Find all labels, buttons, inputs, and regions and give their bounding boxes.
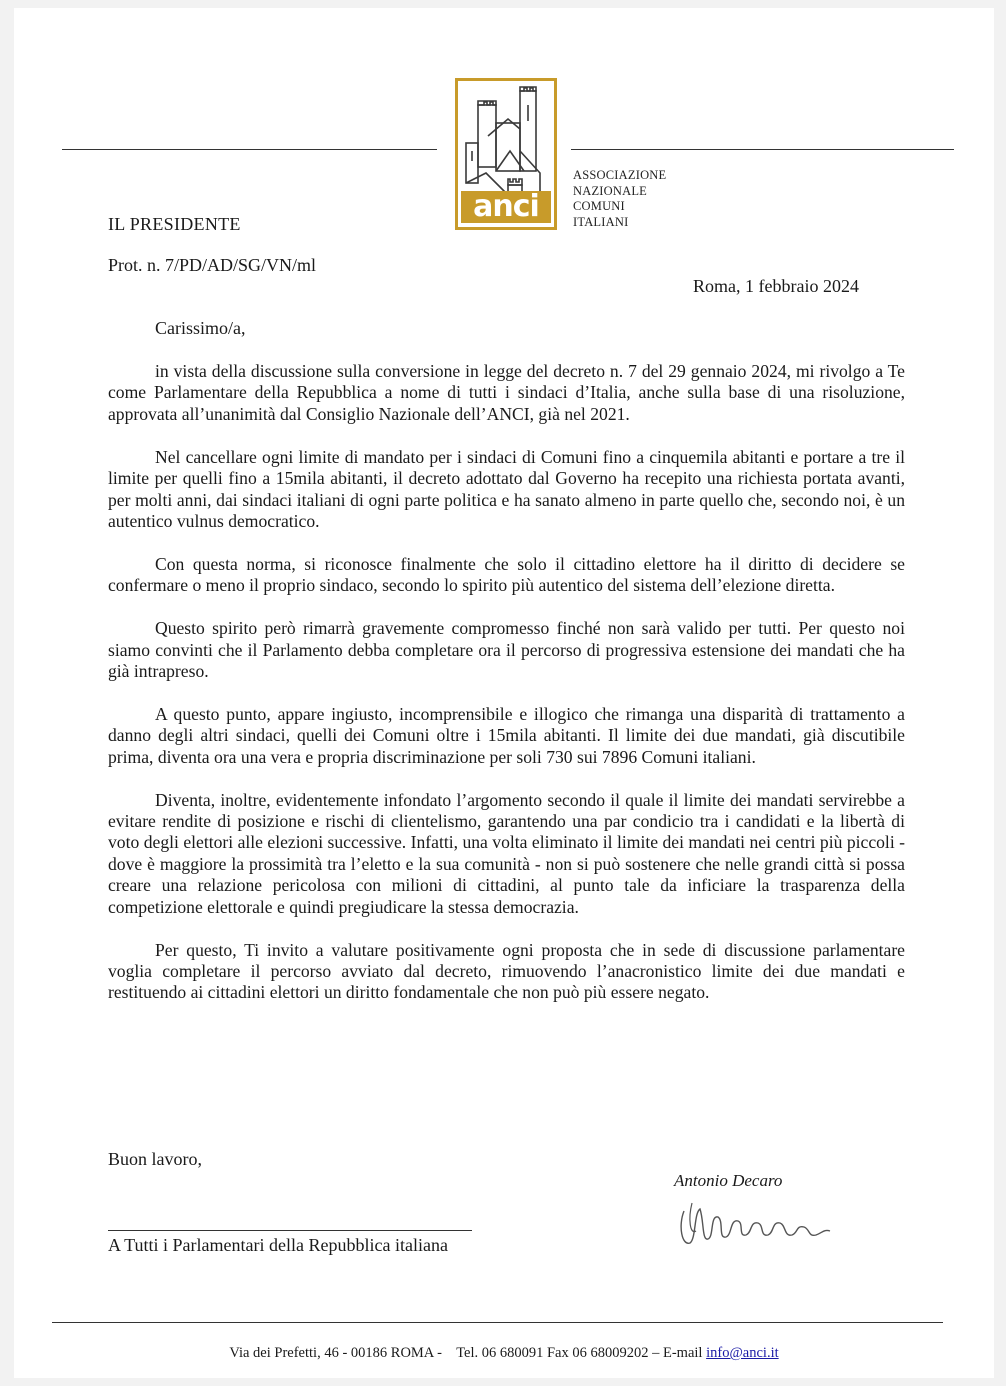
association-line: COMUNI — [573, 199, 625, 213]
body-paragraph: in vista della discussione sulla conversione in legge del decreto n. 7 del 29 gennaio 2024, mi rivolgo a Te come Parlamentare della Repubblica a nome di tutti i sindaci d’Italia, anche sulla base di una risoluzione, approvata all’unanimità dal Consiglio Nazionale dell’ANCI, già nel 2021. — [108, 361, 905, 424]
footer — [14, 1345, 994, 1362]
closing: Buon lavoro, — [108, 1149, 202, 1169]
recipient: A Tutti i Parlamentari della Repubblica italiana — [108, 1235, 448, 1255]
body-paragraph: Questo spirito però rimarrà gravemente compromesso finché non sarà valido per tutti. Per questo noi siamo convinti che il Parlamento debba completare ora il percorso di progressiva estensione dei mandati che ha già intrapreso. — [108, 618, 905, 681]
association-line: NAZIONALE — [573, 183, 648, 198]
recipient-rule — [108, 1230, 472, 1231]
body-paragraph: Con questa norma, si riconosce finalmente che solo il cittadino elettore ha il diritto di decidere se confermare o meno il proprio sindaco, secondo lo spirito più autentico del sistema dell’elezione diretta. — [108, 553, 905, 596]
signature-mark — [674, 1191, 834, 1251]
footer-rule — [52, 1322, 943, 1323]
footer-phone: Tel. 06 680091 Fax 06 68009202 – E-mail — [456, 1345, 703, 1361]
salutation: Carissimo/a, — [155, 318, 246, 338]
body-paragraph: Diventa, inoltre, evidentemente infondato l’argomento secondo il quale il limite dei mandati servirebbe a evitare rendite di posizione e rischi di clientelismo, garantendo una par condicio tra i candidati e la libertà di voto degli elettori alle elezioni successive. Infatti, una volta eliminato il limite dei mandati nei centri più piccoli - dove è maggiore la prossimità tra l’eletto e la sua comunità - non si può sostenere che nelle grandi città si possa creare una relazione pericolosa con milioni di cittadini, al punto tale da inficiare la trasparenza della competizione elettorale e quindi pregiudicare la stessa democrazia. — [108, 789, 905, 917]
office-title: IL PRESIDENTE — [108, 214, 241, 234]
protocol-number: Prot. n. 7/PD/AD/SG/VN/ml — [108, 255, 317, 275]
header-rule-right — [571, 149, 954, 150]
body-paragraph: A questo punto, appare ingiusto, incomprensibile e illogico che rimanga una disparità di trattamento a danno degli altri sindaci, quelli dei Comuni oltre i 15mila abitanti. Il limite dei due mandati, già discutibile prima, diventa ora una vera e propria discriminazione per soli 730 sui 7896 Comuni italiani. — [108, 703, 905, 767]
association-name — [573, 168, 666, 230]
place-date: Roma, 1 febbraio 2024 — [693, 276, 859, 296]
body-paragraph: Nel cancellare ogni limite di mandato per i sindaci di Comuni fino a cinquemila abitanti e portare a tre il limite per quelli fino a 15mila abitanti, il decreto adottato dal Governo ha recepito una richiesta portata avanti, per molti anni, dai sindaci italiani di ogni parte politica e ha sanato almeno in parte quello che, secondo noi, è un autentico vulnus democratico. — [108, 446, 905, 531]
signer-name: Antonio Decaro — [674, 1171, 783, 1190]
logo-wordmark: anci — [461, 191, 551, 223]
body-paragraph: Per questo, Ti invito a valutare positivamente ogni proposta che in sede di discussione parlamentare voglia completare il percorso avviato dal decreto, rimuovendo l’anacronistico limite dei due mandati e restituendo ai cittadini elettori un diritto fondamentale che non può più essere negato. — [108, 939, 905, 1003]
letter-page — [14, 8, 994, 1378]
anci-logo — [455, 78, 557, 230]
association-line: ASSOCIAZIONE — [573, 168, 667, 182]
footer-email-link[interactable]: info@anci.it — [706, 1345, 779, 1361]
footer-address: Via dei Prefetti, 46 - 00186 ROMA - — [229, 1345, 442, 1361]
header-rule-left — [62, 149, 437, 150]
association-line: ITALIANI — [573, 214, 629, 229]
letter-body — [108, 361, 905, 1025]
